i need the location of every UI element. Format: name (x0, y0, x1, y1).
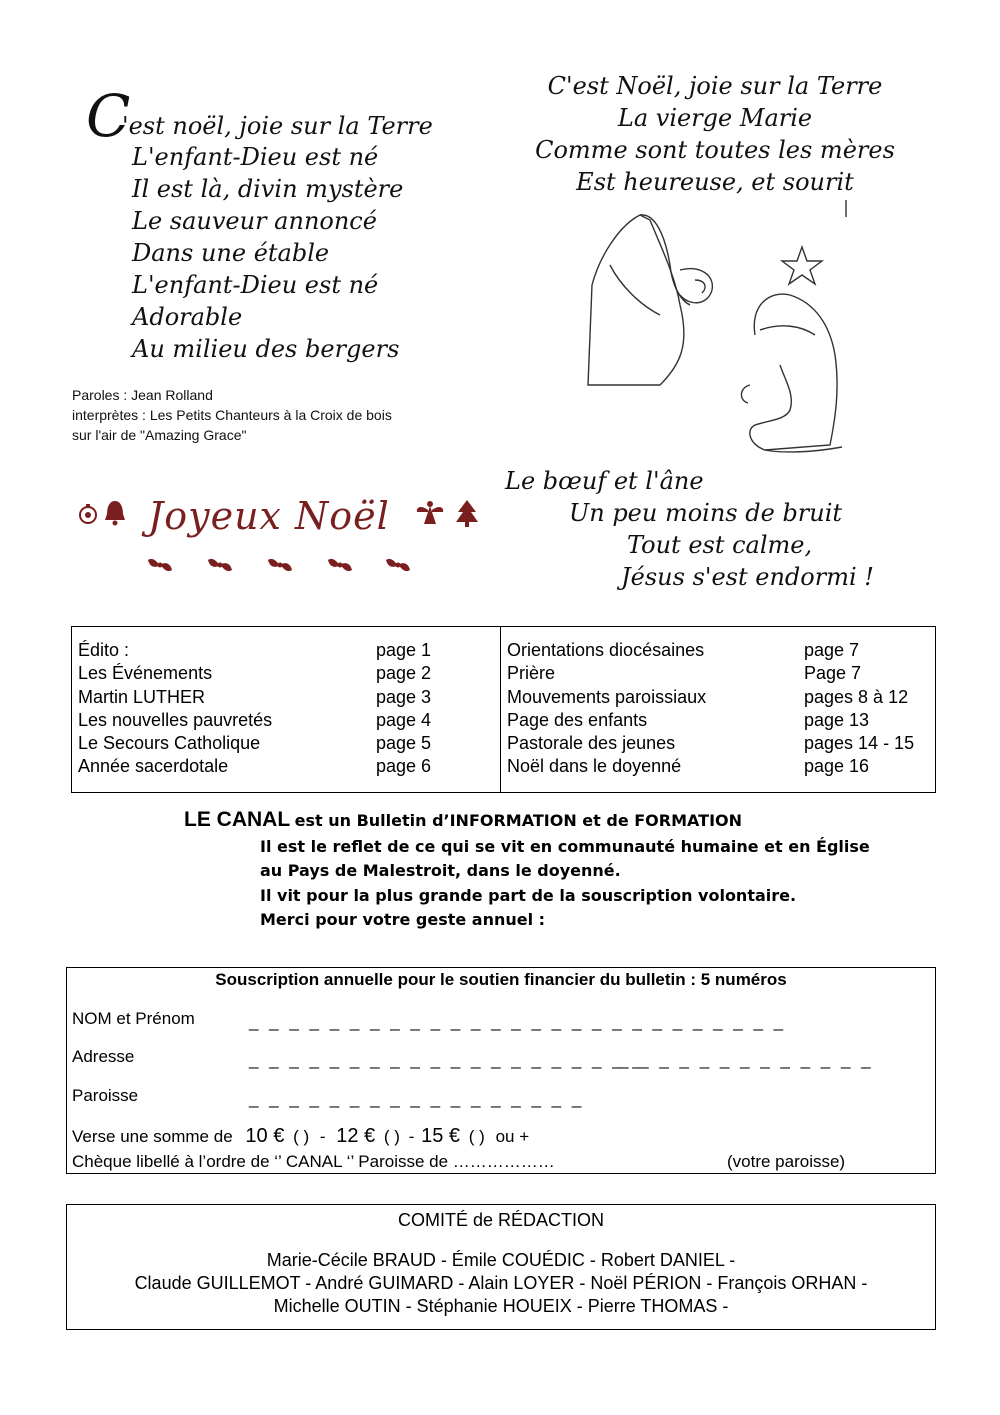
drop-cap: C (86, 82, 131, 150)
cheque-hint: (votre paroisse) (727, 1152, 846, 1171)
committee-title: COMITÉ de RÉDACTION (397, 1210, 605, 1230)
poem-right-bottom (505, 465, 874, 593)
name-label: NOM et Prénom (72, 1009, 195, 1028)
poem-right-line: Un peu moins de bruit (569, 499, 843, 527)
canal-line: au Pays de Malestroit, dans le doyenné. (260, 861, 621, 880)
canal-statement (184, 808, 904, 933)
amount-row (72, 1125, 529, 1148)
subscription-form (66, 967, 936, 1174)
address-label: Adresse (72, 1047, 135, 1066)
poem-left-line: Il est là, divin mystère (132, 175, 404, 203)
toc-item-page: page 4 (376, 709, 432, 730)
canal-headline: est un Bulletin d’INFORMATION et de FORMATION (294, 811, 743, 830)
poem-left-line: Dans une étable (132, 239, 330, 267)
toc-item-label: Orientations diocésaines (507, 640, 705, 660)
credit-line: sur l'air de "Amazing Grace" (72, 427, 247, 443)
nativity-illustration (580, 195, 860, 460)
poem-right-line: Jésus s'est endormi ! (621, 563, 874, 591)
name-field[interactable]: _ _ _ _ _ _ _ _ _ _ _ _ _ _ _ _ _ _ _ _ _ _ _ _ _ _ _ (249, 1012, 787, 1031)
christmas-banner (78, 488, 488, 583)
toc-item-page: page 7 (804, 640, 860, 660)
toc-item[interactable] (78, 686, 498, 709)
toc-item-label: Édito : (78, 640, 130, 660)
poem-right-top (515, 70, 915, 198)
separator: - (408, 1127, 415, 1146)
toc-item[interactable] (507, 662, 932, 685)
toc-item-label: Page des enfants (507, 709, 648, 730)
amount-15-checkbox[interactable]: ( ) (468, 1127, 485, 1146)
toc-item-label: Martin LUTHER (78, 686, 206, 707)
amount-label: Verse une somme de (72, 1127, 233, 1146)
poem-left-line: L'enfant-Dieu est né (132, 271, 379, 299)
amount-12: 12 € (336, 1125, 376, 1147)
poem-right-line: Comme sont toutes les mères (535, 136, 895, 164)
toc-item[interactable] (507, 755, 932, 778)
toc-item-page: page 2 (376, 663, 432, 684)
committee-line: Claude GUILLEMOT - André GUIMARD - Alain LOYER - Noël PÉRION - François ORHAN - (134, 1273, 868, 1293)
committee-line: Marie-Cécile BRAUD - Émile COUÉDIC - Robert DANIEL - (266, 1250, 736, 1270)
holly-icon (146, 554, 174, 576)
canal-name: LE CANAL (184, 808, 291, 831)
editorial-committee (66, 1204, 936, 1330)
canal-line: Merci pour votre geste annuel : (260, 910, 546, 929)
bell-icon (102, 498, 128, 526)
toc-item-page: page 13 (804, 709, 870, 730)
toc-item[interactable] (507, 686, 932, 709)
holly-icon (266, 554, 294, 576)
toc-item-page: page 1 (376, 640, 432, 660)
toc-item-label: Pastorale des jeunes (507, 733, 676, 754)
angel-icon (414, 498, 446, 528)
toc-item-page: page 3 (376, 686, 432, 707)
address-field[interactable]: _ _ _ _ _ _ _ _ _ _ _ _ _ _ _ _ _ _ _ _ (249, 1050, 645, 1069)
toc-item-label: Noël dans le doyenné (507, 756, 682, 777)
toc-item-page: Page 7 (804, 663, 862, 684)
toc-item[interactable] (78, 639, 498, 662)
joyeux-noel-title: Joyeux Noël (148, 494, 390, 538)
toc-divider (500, 627, 501, 792)
toc-item[interactable] (78, 732, 498, 755)
holly-icon (206, 554, 234, 576)
christmas-tree-icon (454, 498, 480, 528)
amount-10-checkbox[interactable]: ( ) (293, 1127, 310, 1146)
poem-right-line: Est heureuse, et sourit (576, 168, 854, 196)
amount-12-checkbox[interactable]: ( ) (383, 1127, 400, 1146)
toc-item-label: Mouvements paroissiaux (507, 686, 707, 707)
toc-item-page: page 16 (804, 756, 870, 777)
table-of-contents (71, 626, 936, 793)
toc-item[interactable] (78, 662, 498, 685)
address-field-2[interactable]: _ _ _ _ _ _ _ _ _ _ _ _ _ (619, 1050, 874, 1069)
parish-field[interactable]: _ _ _ _ _ _ _ _ _ _ _ _ _ _ _ _ _ (249, 1089, 585, 1108)
toc-right-column (507, 639, 932, 779)
holly-icon (326, 554, 354, 576)
toc-item-page: page 5 (376, 733, 432, 754)
canal-line: Il vit pour la plus grande part de la souscription volontaire. (260, 885, 797, 905)
toc-item[interactable] (507, 639, 932, 662)
toc-item-label: Les Événements (78, 663, 213, 684)
song-credits (72, 385, 392, 445)
poem-right-line: Tout est calme, (627, 531, 813, 559)
ornament-icon (78, 502, 98, 524)
poem-right-line: La vierge Marie (617, 104, 813, 132)
toc-item-label: Prière (507, 663, 556, 684)
credit-line: Paroles : Jean Rolland (72, 387, 213, 403)
amount-10: 10 € (245, 1125, 285, 1147)
toc-item-label: Année sacerdotale (78, 756, 229, 777)
toc-left-column (78, 639, 498, 779)
toc-item[interactable] (507, 709, 932, 732)
amount-15: 15 € (421, 1125, 461, 1147)
amount-other[interactable]: ou + (495, 1127, 530, 1146)
poem-left (86, 82, 433, 365)
toc-item[interactable] (78, 755, 498, 778)
committee-members (67, 1249, 935, 1318)
poem-left-line: Au milieu des bergers (132, 335, 400, 363)
holly-icon (384, 554, 412, 576)
poem-right-line: Le bœuf et l'âne (505, 467, 704, 495)
toc-item-page: page 6 (376, 756, 432, 777)
toc-item-page: pages 14 - 15 (804, 733, 915, 754)
credit-line: interprètes : Les Petits Chanteurs à la Croix de bois (72, 407, 392, 423)
separator: - (319, 1127, 326, 1146)
toc-item[interactable] (507, 732, 932, 755)
poem-left-line: 'est noël, joie sur la Terre (122, 112, 433, 140)
toc-item-label: Le Secours Catholique (78, 733, 261, 754)
poem-left-line: L'enfant-Dieu est né (132, 143, 379, 171)
committee-line: Michelle OUTIN - Stéphanie HOUEIX - Pierre THOMAS - (273, 1296, 729, 1316)
poem-left-line: Adorable (132, 303, 243, 331)
toc-item[interactable] (78, 709, 498, 732)
canal-line: Il est le reflet de ce qui se vit en communauté humaine et en Église (260, 836, 870, 856)
parish-label: Paroisse (72, 1086, 139, 1105)
toc-item-label: Les nouvelles pauvretés (78, 709, 273, 730)
poem-left-line: Le sauveur annoncé (132, 207, 377, 235)
poem-right-line: C'est Noël, joie sur la Terre (547, 72, 883, 100)
cheque-instructions: Chèque libellé à l’ordre de ‘’ CANAL ‘’ Paroisse de ……………… (72, 1152, 555, 1171)
form-title: Souscription annuelle pour le soutien financier du bulletin : 5 numéros (215, 970, 787, 989)
toc-item-page: pages 8 à 12 (804, 686, 909, 707)
